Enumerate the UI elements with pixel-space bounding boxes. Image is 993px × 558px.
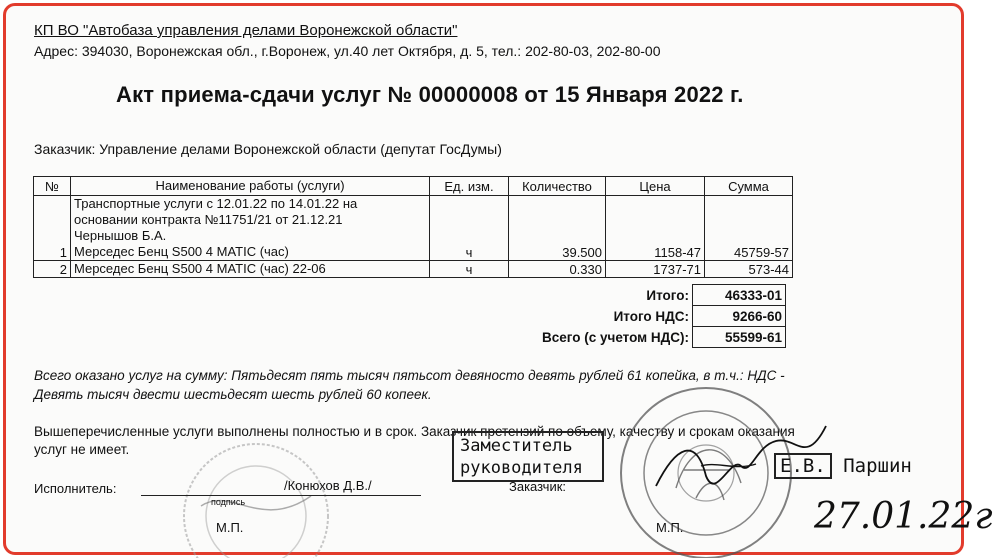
customer-line: Заказчик: Управление делами Воронежской области (депутат ГосДумы) bbox=[34, 141, 502, 157]
stamp-position-line: Заместитель bbox=[460, 436, 573, 456]
grand-total-label: Всего (с учетом НДС): bbox=[542, 329, 689, 345]
executor-name: /Конюхов Д.В./ bbox=[284, 478, 372, 493]
row-sum: 45759-57 bbox=[705, 196, 793, 261]
row-unit: ч bbox=[430, 261, 509, 278]
row-price: 1737-71 bbox=[606, 261, 705, 278]
stamp-position-line: руководителя bbox=[460, 458, 583, 478]
header-name: Наименование работы (услуги) bbox=[71, 177, 430, 196]
customer-position-stamp bbox=[452, 431, 604, 482]
mp-right: М.П. bbox=[656, 520, 684, 535]
grand-total-row bbox=[456, 327, 786, 348]
grand-total-value: 55599-61 bbox=[693, 327, 786, 348]
stamp-surname: Паршин bbox=[843, 455, 912, 477]
vat-row bbox=[456, 306, 786, 327]
total-row bbox=[456, 285, 786, 306]
customer-label: Заказчик: bbox=[509, 479, 567, 494]
table-row bbox=[34, 196, 793, 261]
row-name bbox=[71, 261, 430, 278]
vat-value: 9266-60 bbox=[693, 306, 786, 327]
row-unit: ч bbox=[430, 196, 509, 261]
executor-signature-line bbox=[141, 495, 421, 496]
header-unit: Ед. изм. bbox=[430, 177, 509, 196]
row-num: 2 bbox=[34, 261, 71, 278]
header-num: № bbox=[34, 177, 71, 196]
handwritten-date: 27.01.22г bbox=[814, 496, 993, 537]
row-qty: 39.500 bbox=[509, 196, 606, 261]
header-qty: Количество bbox=[509, 177, 606, 196]
row-qty: 0.330 bbox=[509, 261, 606, 278]
sum-in-words: Всего оказано услуг на сумму: Пятьдесят пять тысяч пятьсот девяносто девять рублей 61 копейка, в т.ч.: НДС - Девять тысяч двести шестьдесят шесть рублей 60 копеек. bbox=[34, 368, 785, 402]
document-page bbox=[6, 6, 993, 552]
completion-note: Вышеперечисленные услуги выполнены полностью и в срок. Заказчик претензий по объему, качеству и срокам оказания услуг не имеет. bbox=[34, 424, 795, 457]
total-value: 46333-01 bbox=[693, 285, 786, 306]
signature-caption: подпись bbox=[211, 497, 246, 507]
row-name-line: Мерседес Бенц S500 4 MATIC (час) bbox=[74, 244, 289, 259]
row-name-line: основании контракта №11751/21 от 21.12.21 bbox=[74, 212, 343, 227]
row-name-line: Чернышов Б.А. bbox=[74, 228, 167, 243]
row-name bbox=[71, 196, 430, 261]
document-frame bbox=[3, 3, 993, 555]
row-name-line: Транспортные услуги с 12.01.22 по 14.01.22 на bbox=[74, 196, 358, 211]
row-num: 1 bbox=[34, 196, 71, 261]
header-price: Цена bbox=[606, 177, 705, 196]
services-table bbox=[33, 176, 793, 278]
executor-seal-image bbox=[171, 436, 341, 556]
organization-name: КП ВО "Автобаза управления делами Воронежской области" bbox=[34, 22, 458, 39]
total-label: Итого: bbox=[646, 287, 689, 303]
mp-left: М.П. bbox=[216, 520, 244, 535]
executor-label: Исполнитель: bbox=[34, 481, 117, 496]
table-row bbox=[34, 261, 793, 278]
row-price: 1158-47 bbox=[606, 196, 705, 261]
customer-name-stamp bbox=[774, 451, 924, 481]
organization-address: Адрес: 394030, Воронежская обл., г.Воронеж, ул.40 лет Октября, д. 5, тел.: 202-80-03, 202-80-00 bbox=[34, 43, 661, 59]
table-header-row bbox=[34, 177, 793, 196]
totals-block bbox=[456, 284, 786, 348]
stamp-initials: Е.В. bbox=[774, 453, 832, 479]
vat-label: Итого НДС: bbox=[613, 308, 689, 324]
row-name-line: Мерседес Бенц S500 4 MATIC (час) 22-06 bbox=[74, 261, 326, 276]
document-title: Акт приема-сдачи услуг № 00000008 от 15 Января 2022 г. bbox=[116, 82, 744, 107]
header-sum: Сумма bbox=[705, 177, 793, 196]
row-sum: 573-44 bbox=[705, 261, 793, 278]
